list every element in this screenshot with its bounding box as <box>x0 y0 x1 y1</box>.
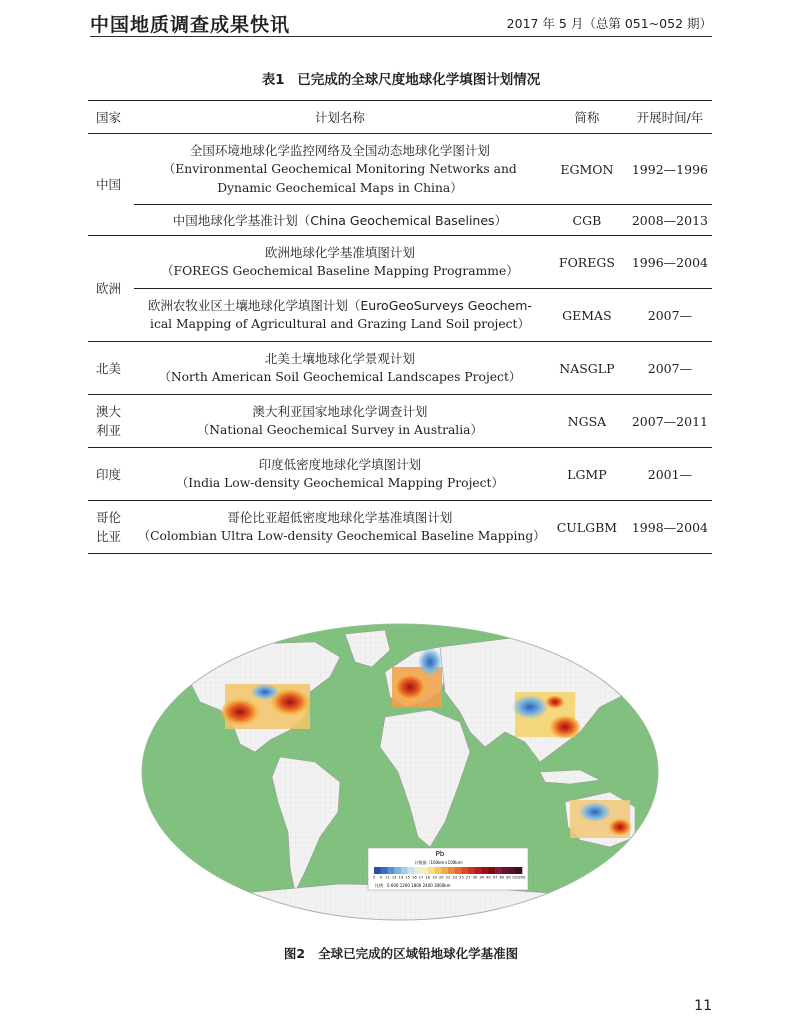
legend-color-swatch <box>468 867 475 874</box>
plan-name-cell <box>134 501 546 554</box>
legend-tick-label: 22 <box>445 875 451 880</box>
legend-tick-label: 34 <box>479 875 484 880</box>
map-legend <box>368 848 528 890</box>
plan-name-en: （Colombian Ultra Low-density Geochemical Baseline Mapping） <box>137 529 546 543</box>
legend-tick-label: 20 <box>438 875 444 880</box>
legend-tick-label: 23 <box>452 875 458 880</box>
table-row <box>88 289 712 342</box>
legend-color-swatch <box>408 867 415 874</box>
legend-tick-label: 15 <box>405 875 410 880</box>
col-header-years: 开展时间/年 <box>628 101 712 134</box>
abbr-cell: LGMP <box>546 448 628 501</box>
legend-tick-label: 17 <box>418 875 424 880</box>
years-cell: 2001— <box>628 448 712 501</box>
plan-name-cell <box>134 395 546 448</box>
table-caption-label: 表1 <box>261 72 285 88</box>
plan-name-cn: 北美土壤地球化学景观计划 <box>264 351 415 366</box>
abbr-cell: GEMAS <box>546 289 628 342</box>
legend-tick-labels <box>373 876 526 880</box>
china-lead-data-patch <box>512 692 581 739</box>
plan-name-en: ical Mapping of Agricultural and Grazing Land Soil project） <box>150 317 530 331</box>
table-row <box>88 395 712 448</box>
legend-color-swatch <box>374 867 381 874</box>
figure-caption-title: 全球已完成的区域铅地球化学基准图 <box>318 946 519 961</box>
col-header-abbr: 简称 <box>546 101 628 134</box>
legend-color-swatch <box>401 867 408 874</box>
legend-tick-label: 25 <box>459 875 464 880</box>
table-row <box>88 448 712 501</box>
abbr-cell: CULGBM <box>546 501 628 554</box>
table-row <box>88 205 712 236</box>
plan-name-en: （FOREGS Geochemical Baseline Mapping Programme） <box>161 264 519 278</box>
table-caption-title: 已完成的全球尺度地球化学填图计划情况 <box>297 72 541 88</box>
legend-color-swatch <box>461 867 468 874</box>
running-header <box>90 8 712 37</box>
legend-color-swatch <box>515 867 522 874</box>
legend-subtitle: 计数据（100km×100km） <box>414 860 466 865</box>
years-cell: 1992—1996 <box>628 134 712 205</box>
legend-color-swatch <box>488 867 495 874</box>
australia-lead-data-patch <box>570 800 632 838</box>
legend-tick-label: 14 <box>398 875 404 880</box>
plan-name-cell <box>134 289 546 342</box>
legend-tick-label: 18 <box>425 875 431 880</box>
plan-name-cn: 哥伦比亚超低密度地球化学基准填图计划 <box>227 510 453 525</box>
figure-caption-label: 图2 <box>283 946 306 961</box>
legend-color-swatch <box>455 867 462 874</box>
years-cell: 2007— <box>628 342 712 395</box>
legend-color-bar <box>374 867 522 874</box>
plan-name-en: （Environmental Geochemical Monitoring Networks and Dynamic Geochemical Maps in China） <box>163 161 517 195</box>
table-row <box>88 501 712 554</box>
world-lead-map <box>140 622 660 922</box>
legend-tick-label: 11 <box>385 875 390 880</box>
legend-scale: 比例：0 600 1200 1800 2400 3000km <box>375 883 451 888</box>
years-cell: 1996—2004 <box>628 236 712 289</box>
abbr-cell: NGSA <box>546 395 628 448</box>
legend-color-swatch <box>435 867 442 874</box>
legend-title: Pb <box>435 850 445 858</box>
legend-color-swatch <box>381 867 388 874</box>
journal-name: 中国地质调查成果快讯 <box>90 14 291 36</box>
plan-name-cell <box>134 236 546 289</box>
plan-name-cell <box>134 342 546 395</box>
table-row <box>88 236 712 289</box>
legend-tick-label: 200 <box>518 875 526 880</box>
table-header-row <box>88 101 712 134</box>
years-cell: 1998—2004 <box>628 501 712 554</box>
plan-name-cell <box>134 134 546 205</box>
legend-color-swatch <box>482 867 489 874</box>
country-cell: 欧洲 <box>88 236 134 342</box>
legend-color-swatch <box>394 867 401 874</box>
legend-tick-label: 85 <box>506 875 511 880</box>
plan-name-cn: 欧洲地球化学基准填图计划 <box>264 245 415 260</box>
abbr-cell: NASGLP <box>546 342 628 395</box>
plan-name-cn: 欧洲农牧业区土壤地球化学填图计划（EuroGeoSurveys Geochem- <box>147 298 532 313</box>
legend-tick-label: 120 <box>511 875 519 880</box>
page-number: 11 <box>694 998 712 1014</box>
legend-tick-label: 40 <box>486 875 491 880</box>
legend-tick-label: 5 <box>372 875 376 880</box>
legend-tick-label: 19 <box>432 875 437 880</box>
mapping-plans-table <box>88 100 712 554</box>
years-cell: 2008—2013 <box>628 205 712 236</box>
plan-name-en: （India Low-density Geochemical Mapping Project） <box>176 476 504 490</box>
plan-name-cn: 印度低密度地球化学填图计划 <box>258 457 422 472</box>
issue-info: 2017 年 5 月（总第 051~052 期） <box>506 16 712 31</box>
us-lead-data-patch <box>220 684 310 729</box>
country-cell: 北美 <box>88 342 134 395</box>
legend-color-swatch <box>475 867 482 874</box>
legend-tick-label: 27 <box>465 875 471 880</box>
abbr-cell: EGMON <box>546 134 628 205</box>
plan-name-en: （National Geochemical Survey in Australia） <box>196 423 483 437</box>
legend-tick-label: 13 <box>391 875 397 880</box>
plan-name-cell <box>134 205 546 236</box>
country-cell: 澳大利亚 <box>88 395 134 448</box>
plan-name-cell <box>134 448 546 501</box>
country-cell: 印度 <box>88 448 134 501</box>
figure-caption <box>90 944 712 962</box>
years-cell: 2007—2011 <box>628 395 712 448</box>
legend-tick-label: 60 <box>499 875 505 880</box>
legend-tick-label: 9 <box>379 875 382 880</box>
country-cell: 中国 <box>88 134 134 236</box>
legend-color-swatch <box>502 867 509 874</box>
country-cell: 哥伦比亚 <box>88 501 134 554</box>
legend-color-swatch <box>414 867 421 874</box>
legend-color-swatch <box>387 867 394 874</box>
col-header-country: 国家 <box>88 101 134 134</box>
years-cell: 2007— <box>628 289 712 342</box>
abbr-cell: FOREGS <box>546 236 628 289</box>
world-map-svg <box>140 622 660 922</box>
legend-tick-label: 16 <box>412 875 417 880</box>
legend-tick-label: 47 <box>492 875 498 880</box>
table-row <box>88 342 712 395</box>
col-header-plan-name: 计划名称 <box>134 101 546 134</box>
plan-name-cn: 澳大利亚国家地球化学调查计划 <box>252 404 428 419</box>
legend-color-swatch <box>421 867 428 874</box>
plan-name-cn: 中国地球化学基准计划（China Geochemical Baselines） <box>172 212 508 228</box>
legend-tick-label: 30 <box>472 875 478 880</box>
table-row <box>88 134 712 205</box>
legend-color-swatch <box>448 867 455 874</box>
legend-color-swatch <box>509 867 516 874</box>
abbr-cell: CGB <box>546 205 628 236</box>
legend-color-swatch <box>428 867 435 874</box>
table-caption <box>90 68 712 88</box>
plan-name-en: （North American Soil Geochemical Landscapes Project） <box>158 370 522 384</box>
legend-color-swatch <box>441 867 448 874</box>
legend-color-swatch <box>495 867 502 874</box>
plan-name-cn: 全国环境地球化学监控网络及全国动态地球化学图计划 <box>189 142 490 158</box>
